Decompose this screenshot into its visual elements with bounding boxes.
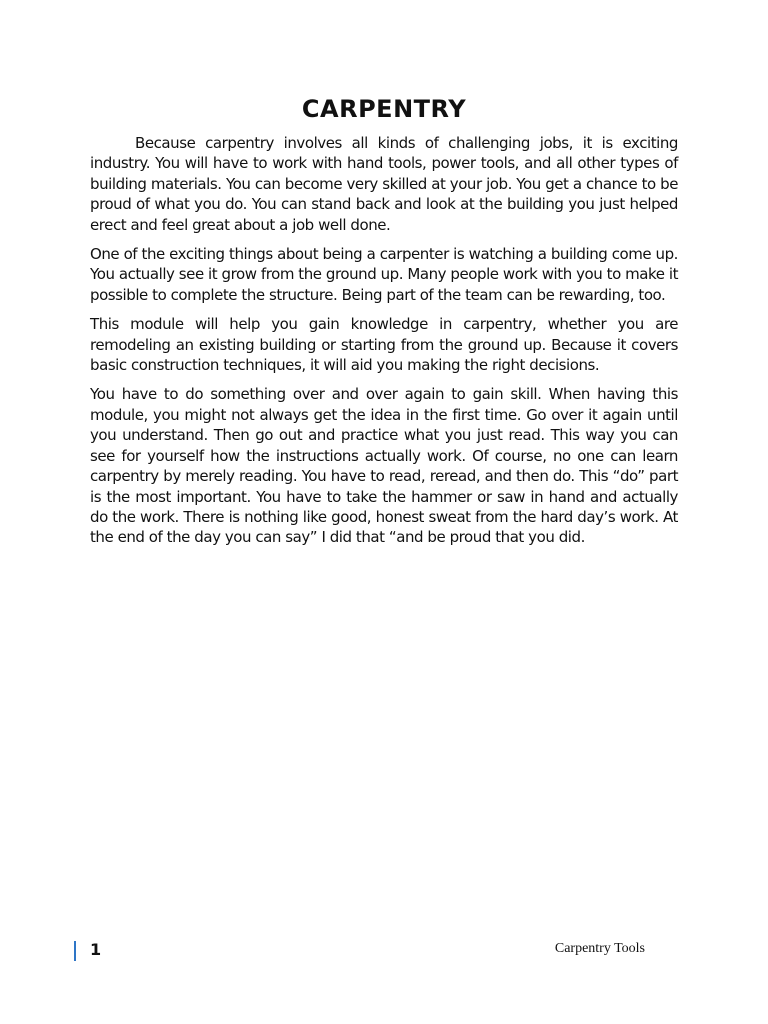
page-number: 1	[90, 940, 102, 959]
paragraph-3: This module will help you gain knowledge in carpentry, whether you are remodeling an existing building or starting from the ground up. Because it covers basic construction techniques, it will aid you making the right decisions.	[90, 315, 678, 375]
paragraph-2: One of the exciting things about being a carpenter is watching a building come up. You actually see it grow from the ground up. Many people work with you to make it possible to complete the structure. Being part of the team can be rewarding, too.	[90, 245, 678, 304]
paragraph-4: You have to do something over and over again to gain skill. When having this module, you might not always get the idea in the first time. Go over it again until you understand. Then go out and practice what you just read. This way you can see for yourself how the instructions actually work. Of course, no one can learn carpentry by merely reading. You have to read, reread, and then do. This “do” part is the most important. You have to take the hammer or saw in hand and actually do the work. There is nothing like good, honest sweat from the hard day’s work. At the end of the day you can say” I did that “and be proud that you did.	[90, 385, 678, 547]
page-body	[90, 92, 678, 557]
running-title: Carpentry Tools	[554, 941, 645, 956]
paragraph-1: Because carpentry involves all kinds of challenging jobs, it is exciting industry. You will have to work with hand tools, power tools, and all other types of building materials. You can become very skilled at your job. You get a chance to be proud of what you do. You can stand back and look at the building you just helped erect and feel great about a job well done.	[90, 134, 678, 234]
page-title: CARPENTRY	[301, 95, 467, 123]
footer-accent-bar	[74, 941, 76, 961]
